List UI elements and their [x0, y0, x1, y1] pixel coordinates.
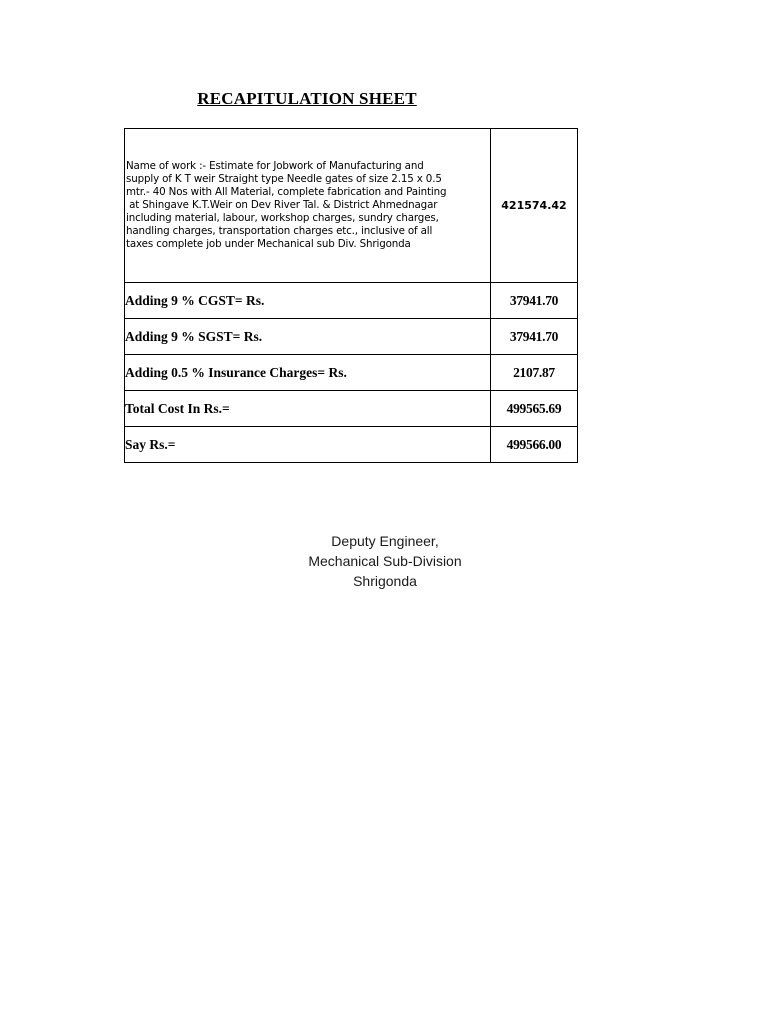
- work-line: handling charges, transportation charges etc., inclusive of all: [126, 225, 433, 237]
- cgst-label: Adding 9 % CGST= Rs.: [125, 283, 491, 319]
- work-line: at Shingave K.T.Weir on Dev River Tal. & District Ahmednagar: [126, 199, 438, 211]
- insurance-label: Adding 0.5 % Insurance Charges= Rs.: [125, 355, 491, 391]
- table-row-cgst: [125, 283, 578, 319]
- signature-designation: Deputy Engineer,: [331, 533, 439, 549]
- name-of-work-text: [125, 160, 490, 251]
- total-label: Total Cost In Rs.=: [125, 391, 491, 427]
- work-line: mtr.- 40 Nos with All Material, complete fabrication and Painting: [126, 186, 447, 198]
- table-row-say: [125, 427, 578, 463]
- name-of-work-cell: [125, 129, 491, 283]
- page-title: RECAPITULATION SHEET: [197, 89, 417, 108]
- say-label: Say Rs.=: [125, 427, 491, 463]
- table-row-sgst: [125, 319, 578, 355]
- work-amount: 421574.42: [491, 129, 578, 283]
- work-line: supply of K T weir Straight type Needle gates of size 2.15 x 0.5: [126, 173, 442, 185]
- cgst-amount: 37941.70: [491, 283, 578, 319]
- work-line: taxes complete job under Mechanical sub Div. Shrigonda: [126, 238, 411, 250]
- sgst-amount: 37941.70: [491, 319, 578, 355]
- work-line: including material, labour, workshop charges, sundry charges,: [126, 212, 439, 224]
- work-line: Name of work :- Estimate for Jobwork of Manufacturing and: [126, 160, 424, 172]
- table-row-name-of-work: [125, 129, 578, 283]
- say-amount: 499566.00: [491, 427, 578, 463]
- sgst-label: Adding 9 % SGST= Rs.: [125, 319, 491, 355]
- signature-block: [270, 531, 500, 591]
- insurance-amount: 2107.87: [491, 355, 578, 391]
- recapitulation-table: [124, 128, 578, 463]
- total-amount: 499565.69: [491, 391, 578, 427]
- signature-office: Mechanical Sub-Division: [308, 553, 462, 569]
- table-row-insurance: [125, 355, 578, 391]
- signature-place: Shrigonda: [353, 573, 417, 589]
- table-row-total: [125, 391, 578, 427]
